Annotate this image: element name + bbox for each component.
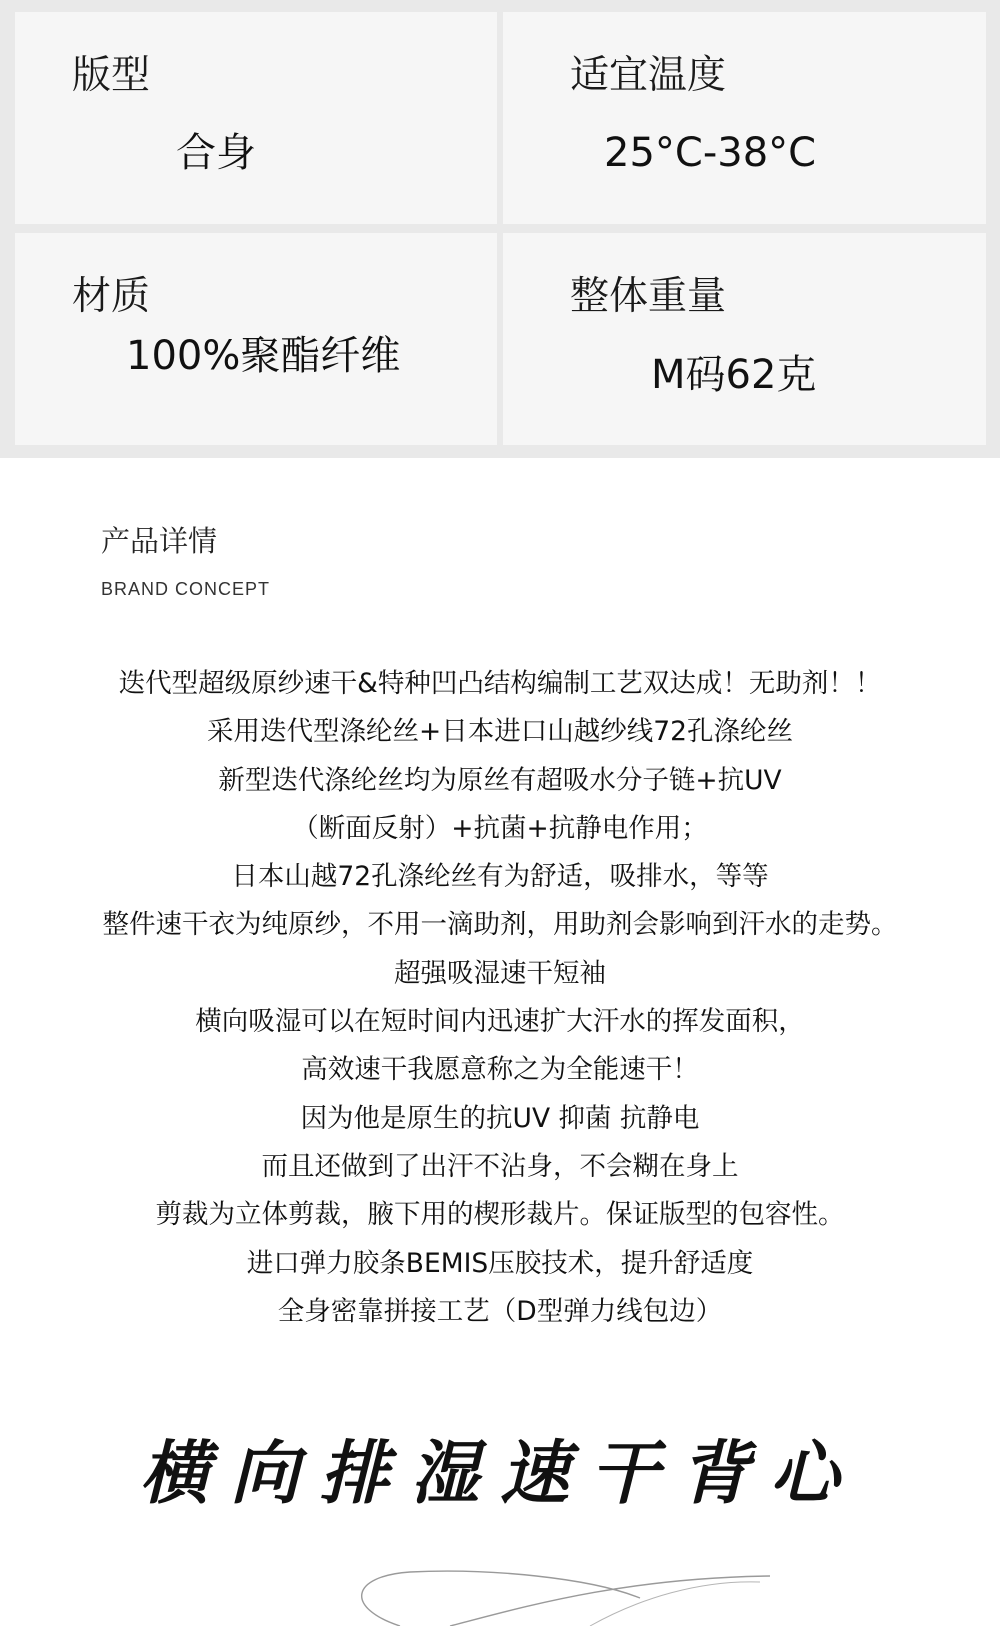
description-line: 高效速干我愿意称之为全能速干！ [301, 1054, 699, 1086]
description-line: 因为他是原生的抗UV 抑菌 抗静电 [300, 1102, 700, 1134]
spec-material-label: 材质 [72, 274, 151, 319]
description-line: 迭代型超级原纱速干&特种凹凸结构编制工艺双达成！无助剂！！ [118, 668, 882, 699]
decorative-swirl [340, 1568, 780, 1626]
spec-temperature [503, 12, 986, 224]
description-line: 进口弹力胶条BEMIS压胶技术，提升舒适度 [246, 1247, 754, 1279]
description-line: 全身密靠拼接工艺（D型弹力线包边） [277, 1295, 723, 1327]
description-line: 剪裁为立体剪裁，腋下用的楔形裁片。保证版型的包容性。 [155, 1199, 845, 1231]
section-subtitle: BRAND CONCEPT [101, 579, 271, 599]
description-line: （断面反射）+抗菌+抗静电作用； [292, 812, 708, 844]
description-line: 日本山越72孔涤纶丝有为舒适，吸排水，等等 [231, 861, 769, 893]
spec-material [15, 233, 497, 445]
spec-fit [15, 12, 497, 224]
section-title: 产品详情 [101, 524, 218, 558]
spec-fit-value: 合身 [176, 130, 256, 176]
description-line: 采用迭代型涤纶丝+日本进口山越纱线72孔涤纶丝 [207, 716, 793, 748]
spec-temperature-label: 适宜温度 [570, 53, 727, 98]
description-line: 而且还做到了出汗不沾身，不会糊在身上 [261, 1150, 739, 1182]
description-line: 整件速干衣为纯原纱，不用一滴助剂，用助剂会影响到汗水的走势。 [102, 909, 898, 941]
spec-weight [503, 233, 986, 445]
banner-title: 横向排湿速干背心 [140, 1434, 860, 1514]
spec-weight-label: 整体重量 [570, 274, 727, 319]
spec-material-value: 100%聚酯纤维 [126, 333, 401, 379]
spec-temperature-value: 25°C-38°C [604, 130, 817, 176]
spec-weight-value: M码62克 [651, 352, 817, 398]
description-line: 新型迭代涤纶丝均为原丝有超吸水分子链+抗UV [218, 764, 782, 796]
product-description [0, 660, 1000, 1336]
description-line: 横向吸湿可以在短时间内迅速扩大汗水的挥发面积， [195, 1006, 805, 1038]
spec-fit-label: 版型 [72, 53, 151, 98]
description-line: 超强吸湿速干短袖 [394, 957, 606, 989]
spec-panel [0, 0, 1000, 458]
